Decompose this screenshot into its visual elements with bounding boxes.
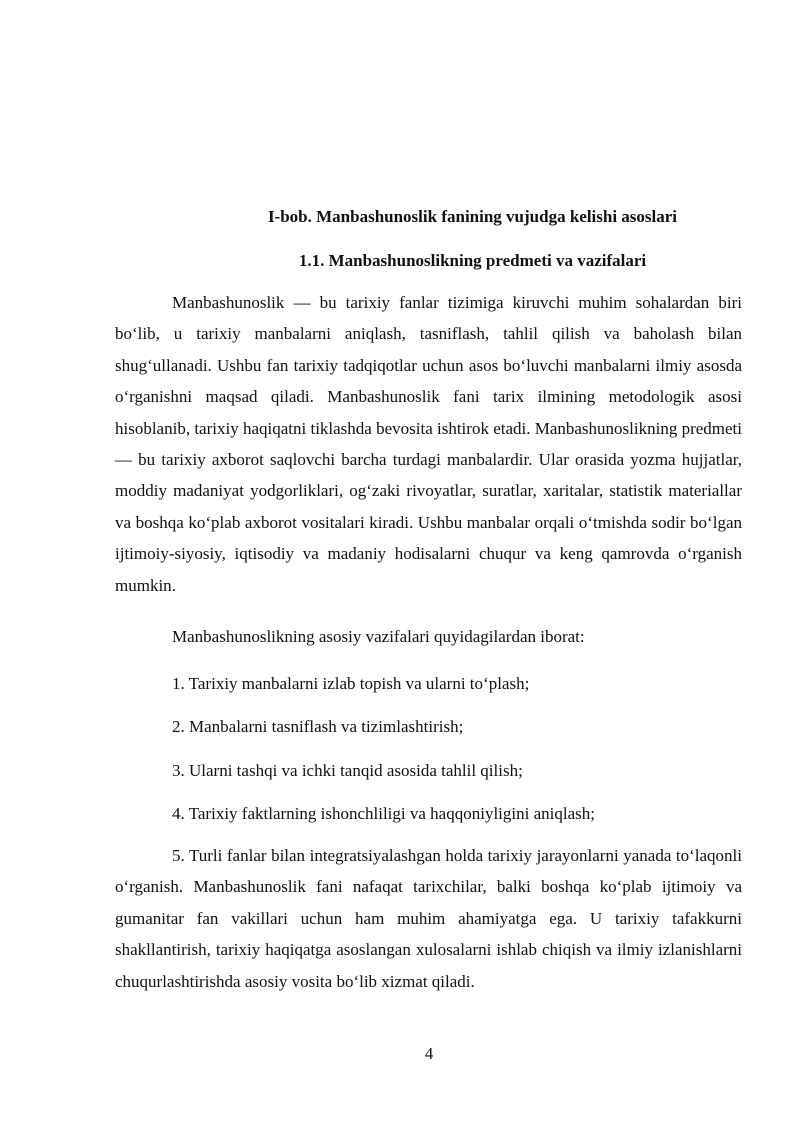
list-item: 3. Ularni tashqi va ichki tanqid asosida tahlil qilish;	[172, 761, 523, 780]
list-item: 2. Manbalarni tasniflash va tizimlashtirish;	[172, 717, 464, 736]
page-number: 4	[424, 1044, 434, 1063]
body-paragraph: 5. Turli fanlar bilan integratsiyalashgan holda tarixiy jarayonlarni yanada to‘laqonli o‘rganish. Manbashunoslik fani nafaqat tarixchilar, balki boshqa ko‘plab ijtimoiy va gumanitar fan vakillari uchun ham muhim ahamiyatga ega. U tarixiy tafakkurni shakllantirish, tarixiy haqiqatga asoslangan xulosalarni ishlab chiqish va ilmiy izlanishlarni chuqurlashtirishda asosiy vosita bo‘lib xizmat qiladi.	[115, 846, 742, 991]
list-item: 1. Tarixiy manbalarni izlab topish va ularni to‘plash;	[172, 674, 530, 693]
chapter-title: I-bob. Manbashunoslik fanining vujudga kelishi asoslari	[267, 207, 678, 226]
list-item: 4. Tarixiy faktlarning ishonchliligi va haqqoniyligini aniqlash;	[172, 804, 595, 823]
body-paragraph: Manbashunoslik — bu tarixiy fanlar tizimiga kiruvchi muhim sohalardan biri bo‘lib, u tarixiy manbalarni aniqlash, tasniflash, tahlil qilish va baholash bilan shug‘ullanadi. Ushbu fan tarixiy tadqiqotlar uchun asos bo‘luvchi manbalarni ilmiy asosda o‘rganishni maqsad qiladi. Manbashunoslik fani tarix ilmining metodologik asosi hisoblanib, tarixiy haqiqatni tiklashda bevosita ishtirok etadi. Manbashunoslikning predmeti — bu tarixiy axborot saqlovchi barcha turdagi manbalardir. Ular orasida yozma hujjatlar, moddiy madaniyat yodgorliklari, og‘zaki rivoyatlar, suratlar, xaritalar, statistik materiallar va boshqa ko‘plab axborot vositalari kiradi. Ushbu manbalar orqali o‘tmishda sodir bo‘lgan ijtimoiy-siyosiy, iqtisodiy va madaniy hodisalarni chuqur va keng qamrovda o‘rganish mumkin.	[115, 293, 743, 595]
section-title: 1.1. Manbashunoslikning predmeti va vazifalari	[298, 251, 647, 270]
body-paragraph: Manbashunoslikning asosiy vazifalari quyidagilardan iborat:	[172, 627, 585, 646]
